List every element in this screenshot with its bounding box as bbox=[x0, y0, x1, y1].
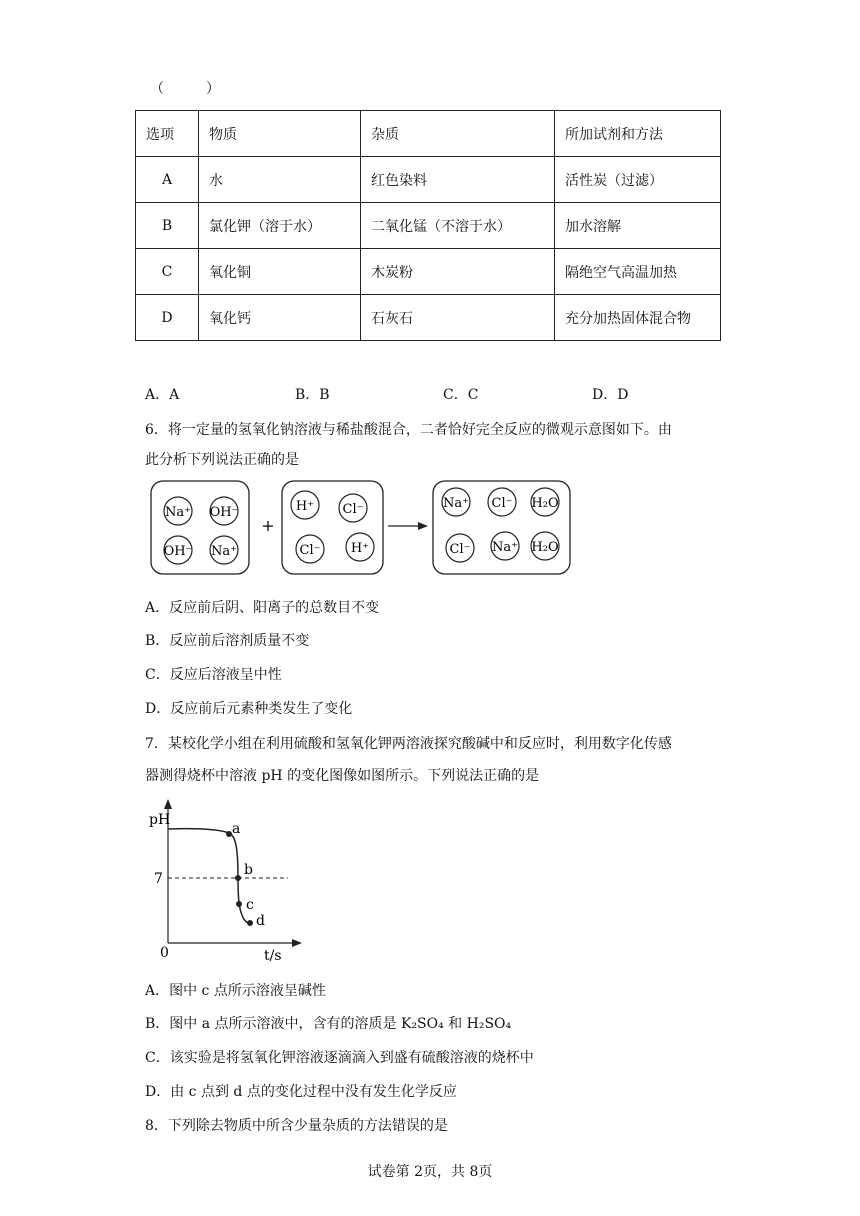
ion-label: Cl⁻ bbox=[491, 496, 513, 511]
table-cell: 木炭粉 bbox=[361, 249, 555, 295]
table-header-cell: 杂质 bbox=[361, 111, 555, 157]
page-footer: 试卷第 2页，共 8页 bbox=[367, 1164, 493, 1180]
table-header-cell: 物质 bbox=[199, 111, 361, 157]
table-cell: D bbox=[136, 295, 199, 341]
q7-option-c[interactable]: C．该实验是将氢氧化钾溶液逐滴滴入到盛有硫酸溶液的烧杯中 bbox=[145, 1050, 534, 1066]
x-axis-label: t/s bbox=[264, 948, 282, 964]
label-d: d bbox=[256, 913, 265, 929]
plus-sign: + bbox=[261, 516, 275, 535]
table-cell: 活性炭（过滤） bbox=[555, 157, 721, 203]
point-d bbox=[247, 920, 253, 926]
table-cell: 氧化钙 bbox=[199, 295, 361, 341]
label-b: b bbox=[244, 862, 253, 878]
options-table bbox=[135, 110, 721, 341]
q5-choice-b[interactable]: B．B bbox=[295, 387, 330, 403]
q5-answer-blank: （ ） bbox=[150, 81, 220, 97]
table-cell: 充分加热固体混合物 bbox=[555, 295, 721, 341]
table-cell: 加水溶解 bbox=[555, 203, 721, 249]
label-c: c bbox=[246, 897, 254, 913]
ion-label: Na⁺ bbox=[211, 544, 237, 559]
table-cell: 隔绝空气高温加热 bbox=[555, 249, 721, 295]
ion-label: Cl⁻ bbox=[449, 542, 471, 557]
ion-label: Na⁺ bbox=[165, 505, 191, 520]
table-row bbox=[136, 249, 721, 295]
table-cell: 氯化钾（溶于水） bbox=[199, 203, 361, 249]
q6-stem-line2: 此分析下列说法正确的是 bbox=[145, 452, 299, 468]
table-row bbox=[136, 203, 721, 249]
q6-stem-line1: 6．将一定量的氢氧化钠溶液与稀盐酸混合，二者恰好完全反应的微观示意图如下。由 bbox=[145, 422, 672, 438]
y-axis-arrow bbox=[164, 799, 172, 809]
ion-label: OH⁻ bbox=[209, 505, 239, 520]
ref-tick-label: 7 bbox=[154, 871, 163, 887]
origin-label: 0 bbox=[160, 945, 169, 961]
q6-option-b[interactable]: B．反应前后溶剂质量不变 bbox=[145, 633, 310, 649]
table-header-row bbox=[136, 111, 721, 157]
q5-choice-d[interactable]: D．D bbox=[592, 387, 629, 403]
x-axis-arrow bbox=[292, 939, 302, 947]
ion-label: H⁺ bbox=[295, 499, 315, 514]
table-cell: 氧化铜 bbox=[199, 249, 361, 295]
table-header-cell: 选项 bbox=[136, 111, 199, 157]
table-row bbox=[136, 157, 721, 203]
table-header-cell: 所加试剂和方法 bbox=[555, 111, 721, 157]
ion-label: H⁺ bbox=[350, 541, 370, 556]
y-axis-label: pH bbox=[149, 812, 171, 828]
q7-stem-line1: 7．某校化学小组在利用硫酸和氢氧化钾两溶液探究酸碱中和反应时，利用数字化传感 bbox=[145, 736, 672, 752]
q7-option-d[interactable]: D．由 c 点到 d 点的变化过程中没有发生化学反应 bbox=[145, 1084, 457, 1100]
ion-label: Cl⁻ bbox=[299, 543, 321, 558]
q6-option-c[interactable]: C．反应后溶液呈中性 bbox=[145, 667, 282, 683]
reaction-diagram bbox=[148, 478, 578, 578]
q6-option-d[interactable]: D．反应前后元素种类发生了变化 bbox=[145, 701, 353, 717]
ion-label: Na⁺ bbox=[443, 496, 469, 511]
q5-choice-c[interactable]: C．C bbox=[443, 387, 479, 403]
ion-label: Cl⁻ bbox=[342, 502, 364, 517]
point-b bbox=[235, 875, 241, 881]
table-cell: 水 bbox=[199, 157, 361, 203]
table-cell: 石灰石 bbox=[361, 295, 555, 341]
q7-option-a[interactable]: A．图中 c 点所示溶液呈碱性 bbox=[145, 983, 326, 999]
ph-chart bbox=[140, 795, 310, 965]
ion-label: H₂O bbox=[531, 540, 559, 555]
table-cell: C bbox=[136, 249, 199, 295]
q7-stem-line2: 器测得烧杯中溶液 pH 的变化图像如图所示。下列说法正确的是 bbox=[145, 768, 540, 784]
reactant-box-2 bbox=[282, 481, 383, 574]
q8-stem: 8．下列除去物质中所含少量杂质的方法错误的是 bbox=[145, 1118, 448, 1134]
ion-label: Na⁺ bbox=[492, 540, 518, 555]
table-cell: B bbox=[136, 203, 199, 249]
ion-label: OH⁻ bbox=[163, 544, 193, 559]
arrow-head bbox=[418, 522, 428, 530]
q6-option-a[interactable]: A．反应前后阴、阳离子的总数目不变 bbox=[145, 600, 380, 616]
table-row bbox=[136, 295, 721, 341]
label-a: a bbox=[232, 821, 241, 837]
table-cell: A bbox=[136, 157, 199, 203]
ion-label: H₂O bbox=[531, 496, 559, 511]
point-c bbox=[236, 901, 242, 907]
q5-choice-a[interactable]: A．A bbox=[145, 387, 180, 403]
table-cell: 二氧化锰（不溶于水） bbox=[361, 203, 555, 249]
q7-option-b[interactable]: B．图中 a 点所示溶液中，含有的溶质是 K₂SO₄ 和 H₂SO₄ bbox=[145, 1016, 512, 1032]
table-cell: 红色染料 bbox=[361, 157, 555, 203]
